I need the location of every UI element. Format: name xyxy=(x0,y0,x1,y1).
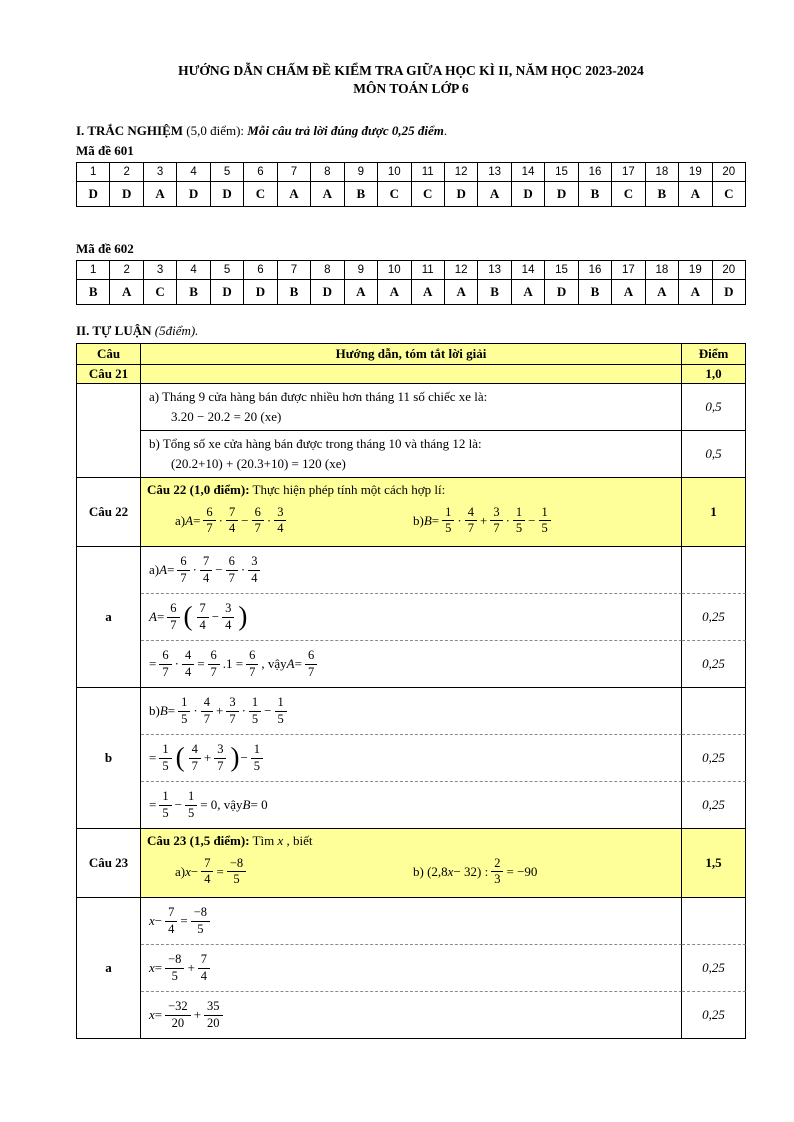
cau23-headline xyxy=(147,832,675,850)
cau22-label: Câu 22 xyxy=(77,478,141,547)
mc-cell: 2 xyxy=(110,261,143,280)
fraction: $\frac{35}{20}$ xyxy=(204,1000,223,1031)
cau22-b-step3 xyxy=(141,782,746,829)
section1-heading-end: . xyxy=(443,123,448,139)
big-parenthesis: ( xyxy=(183,601,193,632)
fraction: $\frac{1}{5}$ xyxy=(513,506,525,537)
mc-cell: D xyxy=(512,182,545,207)
mc-cell: C xyxy=(378,182,411,207)
mc-cell: B xyxy=(177,280,210,305)
fraction: $\frac{6}{7}$ xyxy=(203,506,215,537)
cau21-step-b-content xyxy=(141,431,682,478)
cau22-a-step3-points: 0,25 xyxy=(682,641,746,688)
cau21-label: Câu 21 xyxy=(77,365,141,384)
mc-cell: D xyxy=(545,280,578,305)
cau22-b-step1-formula: b) B = $\frac{1}{5}$ · $\frac{4}{7}$ + $\frac{3}{7}$ · $\frac{1}{5}$ − $\frac{1}{5}$ xyxy=(141,688,682,735)
mc-cell: 6 xyxy=(244,261,277,280)
cau23-label: Câu 23 xyxy=(77,829,141,898)
mc-cell: B xyxy=(478,280,511,305)
big-parenthesis: ( xyxy=(175,742,185,773)
cau21-step-b-text: b) Tổng số xe cửa hàng bán được trong tháng 10 và tháng 12 là: xyxy=(149,436,482,452)
cau21-step-b-formula: (20.2+10) + (20.3+10) = 120 (xe) xyxy=(171,455,346,471)
mc-cell: 9 xyxy=(345,261,378,280)
big-parenthesis: ) xyxy=(230,742,240,773)
mc-cell: A xyxy=(679,182,712,207)
mc-cell: 12 xyxy=(445,261,478,280)
mc-cell: B xyxy=(579,182,612,207)
row-cau21-body xyxy=(77,384,746,478)
cau22-a-step2 xyxy=(141,594,746,641)
fraction: $\frac{-8}{5}$ xyxy=(227,857,246,888)
section1-heading-italic: Mỗi câu trả lời đúng được 0,25 điểm xyxy=(247,123,444,139)
mc-cell: D xyxy=(77,182,110,207)
cau21-total-points: 1,0 xyxy=(682,365,746,384)
mc-cell: 4 xyxy=(177,163,210,182)
mc-cell: 20 xyxy=(713,261,746,280)
fraction: $\frac{1}{5}$ xyxy=(539,506,551,537)
mc-cell: 5 xyxy=(211,163,244,182)
cau23-part-a-label: a xyxy=(77,898,141,1039)
exam-code-602-label: Mã đề 602 xyxy=(76,241,134,257)
answer-table-602-answer-row xyxy=(77,280,746,305)
fraction: $\frac{1}{5}$ xyxy=(442,506,454,537)
essay-answer-table xyxy=(76,343,746,1039)
cau22-b-step3-points: 0,25 xyxy=(682,782,746,829)
row-cau23-title xyxy=(77,829,746,898)
mc-cell: 11 xyxy=(412,163,445,182)
cau23-a-step1-formula: x − $\frac{7}{4}$ = $\frac{-8}{5}$ xyxy=(141,898,682,945)
cau22-total-points: 1 xyxy=(682,478,746,547)
section2-heading-italic: (5điểm). xyxy=(151,323,199,339)
cau22-b-step3-formula: = $\frac{1}{5}$ − $\frac{1}{5}$ = 0, vậy B = 0 xyxy=(141,782,682,829)
mc-cell: A xyxy=(278,182,311,207)
fraction: $\frac{3}{7}$ xyxy=(490,506,502,537)
mc-cell: A xyxy=(412,280,445,305)
mc-cell: D xyxy=(110,182,143,207)
cau23-headline-rest: Tìm x , biết xyxy=(249,833,313,849)
cau21-step-a-content xyxy=(141,384,682,431)
fraction: $\frac{4}{7}$ xyxy=(189,743,201,774)
mc-cell: 20 xyxy=(713,163,746,182)
cau22-headline-bold: Câu 22 (1,0 điểm): xyxy=(147,482,250,498)
exam-code-601-label: Mã đề 601 xyxy=(76,143,134,159)
answer-table-602-question-row xyxy=(77,261,746,280)
mc-cell: D xyxy=(177,182,210,207)
cau22-title-mid xyxy=(141,478,682,547)
mc-cell: 15 xyxy=(545,163,578,182)
mc-cell: 14 xyxy=(512,261,545,280)
mc-cell: 4 xyxy=(177,261,210,280)
fraction: $\frac{-8}{5}$ xyxy=(165,953,184,984)
mc-cell: 7 xyxy=(278,163,311,182)
mc-cell: D xyxy=(713,280,746,305)
row-cau23-part-a xyxy=(77,898,746,1039)
mc-cell: C xyxy=(713,182,746,207)
document-title-line1: HƯỚNG DẪN CHẤM ĐỀ KIỂM TRA GIỮA HỌC KÌ II, NĂM HỌC 2023-2024 xyxy=(178,63,644,78)
cau21-step-a-text: a) Tháng 9 cửa hàng bán được nhiều hơn tháng 11 số chiếc xe là: xyxy=(149,389,488,405)
cau23-a-step2-points: 0,25 xyxy=(682,945,746,992)
mc-cell: B xyxy=(646,182,679,207)
cau21-step-a-points: 0,5 xyxy=(682,384,746,431)
cau23-formula-a: a) x − $\frac{7}{4}$ = $\frac{-8}{5}$ xyxy=(175,857,413,888)
cau22-formula-b: b) B = $\frac{1}{5}$ · $\frac{4}{7}$ + $\frac{3}{7}$ · $\frac{1}{5}$ − $\frac{1}{5}$ xyxy=(413,506,554,537)
cau22-headline-rest: Thực hiện phép tính một cách hợp lí: xyxy=(249,482,446,498)
cau21-step-b xyxy=(141,431,746,478)
mc-cell: 14 xyxy=(512,163,545,182)
header-cell-guide: Hướng dẫn, tóm tắt lời giải xyxy=(141,344,682,365)
fraction: $\frac{6}{7}$ xyxy=(252,506,264,537)
cau22-part-a-label: a xyxy=(77,547,141,688)
cau23-title-formulas xyxy=(147,857,675,888)
cau22-title-formulas xyxy=(147,506,675,537)
fraction: $\frac{6}{7}$ xyxy=(208,649,220,680)
mc-cell: C xyxy=(244,182,277,207)
mc-cell: C xyxy=(144,280,177,305)
fraction: $\frac{1}{5}$ xyxy=(249,696,261,727)
section2-heading xyxy=(76,323,746,339)
mc-cell: D xyxy=(445,182,478,207)
mc-cell: D xyxy=(545,182,578,207)
fraction: $\frac{6}{7}$ xyxy=(177,555,189,586)
section1-heading-normal: (5,0 điểm): xyxy=(183,123,248,139)
fraction: $\frac{6}{7}$ xyxy=(159,649,171,680)
mc-cell: B xyxy=(278,280,311,305)
cau23-a-step3-points: 0,25 xyxy=(682,992,746,1039)
mc-cell: 17 xyxy=(612,163,645,182)
fraction: $\frac{1}{5}$ xyxy=(251,743,263,774)
cau22-a-step3-formula: = $\frac{6}{7}$ · $\frac{4}{4}$ = $\frac{6}{7}$ .1 = $\frac{6}{7}$ , vậy A = $\frac{6}{7}$ xyxy=(141,641,682,688)
header-cell-cau: Câu xyxy=(77,344,141,365)
answer-table-602 xyxy=(76,260,746,305)
mc-cell: 3 xyxy=(144,163,177,182)
fraction: $\frac{6}{7}$ xyxy=(226,555,238,586)
mc-cell: A xyxy=(311,182,344,207)
mc-cell: 18 xyxy=(646,163,679,182)
cau23-a-step1-points xyxy=(682,898,746,945)
fraction: $\frac{3}{4}$ xyxy=(274,506,286,537)
fraction: $\frac{4}{4}$ xyxy=(182,649,194,680)
fraction: $\frac{6}{7}$ xyxy=(305,649,317,680)
fraction: $\frac{4}{7}$ xyxy=(465,506,477,537)
mc-cell: A xyxy=(512,280,545,305)
mc-cell: D xyxy=(211,280,244,305)
mc-cell: A xyxy=(144,182,177,207)
mc-cell: B xyxy=(579,280,612,305)
section1-heading-bold: I. TRẮC NGHIỆM xyxy=(76,123,184,139)
row-cau22-part-a xyxy=(77,547,746,688)
fraction: $\frac{1}{5}$ xyxy=(275,696,287,727)
cau23-total-points: 1,5 xyxy=(682,829,746,898)
cau22-b-step1-points xyxy=(682,688,746,735)
mc-cell: 18 xyxy=(646,261,679,280)
section1-heading xyxy=(76,123,746,139)
mc-cell: 19 xyxy=(679,163,712,182)
cau22-a-step1-points xyxy=(682,547,746,594)
cau21-step-a-formula: 3.20 − 20.2 = 20 (xe) xyxy=(171,408,282,424)
cau23-a-step3-formula: x = $\frac{-32}{20}$ + $\frac{35}{20}$ xyxy=(141,992,682,1039)
answer-table-601-answer-row xyxy=(77,182,746,207)
cau22-part-b-label: b xyxy=(77,688,141,829)
mc-cell: 8 xyxy=(311,163,344,182)
cau21-step-a xyxy=(141,384,746,431)
mc-cell: A xyxy=(612,280,645,305)
mc-cell: 9 xyxy=(345,163,378,182)
fraction: $\frac{6}{7}$ xyxy=(246,649,258,680)
fraction: $\frac{7}{4}$ xyxy=(200,555,212,586)
cau22-b-step2 xyxy=(141,735,746,782)
fraction: $\frac{1}{5}$ xyxy=(159,790,171,821)
mc-cell: A xyxy=(478,182,511,207)
mc-cell: A xyxy=(646,280,679,305)
mc-cell: 16 xyxy=(579,163,612,182)
mc-cell: 3 xyxy=(144,261,177,280)
fraction: $\frac{1}{5}$ xyxy=(159,743,171,774)
mc-cell: 1 xyxy=(77,163,110,182)
cau22-b-step2-formula: = $\frac{1}{5}$ ( $\frac{4}{7}$ + $\frac{3}{7}$ ) − $\frac{1}{5}$ xyxy=(141,735,682,782)
fraction: $\frac{4}{7}$ xyxy=(201,696,213,727)
cau22-b-step1 xyxy=(141,688,746,735)
cau21-step-b-points: 0,5 xyxy=(682,431,746,478)
mc-cell: C xyxy=(412,182,445,207)
mc-cell: A xyxy=(345,280,378,305)
big-parenthesis: ) xyxy=(238,601,248,632)
mc-cell: 11 xyxy=(412,261,445,280)
mc-cell: C xyxy=(612,182,645,207)
cau23-a-step2 xyxy=(141,945,746,992)
fraction: $\frac{-32}{20}$ xyxy=(165,1000,191,1031)
cau23-title-mid xyxy=(141,829,682,898)
mc-cell: 6 xyxy=(244,163,277,182)
fraction: $\frac{1}{5}$ xyxy=(185,790,197,821)
fraction: $\frac{3}{4}$ xyxy=(248,555,260,586)
fraction: $\frac{2}{3}$ xyxy=(491,857,503,888)
cau22-a-step1 xyxy=(141,547,746,594)
fraction: $\frac{6}{7}$ xyxy=(167,602,179,633)
cau23-headline-bold: Câu 23 (1,5 điểm): xyxy=(147,833,250,849)
fraction: $\frac{3}{7}$ xyxy=(226,696,238,727)
mc-cell: 19 xyxy=(679,261,712,280)
mc-cell: 10 xyxy=(378,163,411,182)
fraction: $\frac{7}{4}$ xyxy=(197,602,209,633)
mc-cell: D xyxy=(244,280,277,305)
cau21-side-cell xyxy=(77,384,141,478)
mc-cell: A xyxy=(378,280,411,305)
mc-cell: 7 xyxy=(278,261,311,280)
cau22-b-step2-points: 0,25 xyxy=(682,735,746,782)
answer-table-601-question-row xyxy=(77,163,746,182)
cau23-a-step1 xyxy=(141,898,746,945)
header-cell-diem: Điểm xyxy=(682,344,746,365)
cau23-formula-b: b) (2,8 x − 32) : $\frac{2}{3}$ = −90 xyxy=(413,855,538,887)
mc-cell: 10 xyxy=(378,261,411,280)
fraction: $\frac{3}{7}$ xyxy=(214,743,226,774)
fraction: $\frac{1}{5}$ xyxy=(178,696,190,727)
mc-cell: 8 xyxy=(311,261,344,280)
fraction: $\frac{3}{4}$ xyxy=(222,602,234,633)
mc-cell: B xyxy=(77,280,110,305)
mc-cell: D xyxy=(211,182,244,207)
cau22-formula-a: a) A = $\frac{6}{7}$ · $\frac{7}{4}$ − $\frac{6}{7}$ · $\frac{3}{4}$ xyxy=(175,506,413,537)
mc-cell: 17 xyxy=(612,261,645,280)
mc-cell: 13 xyxy=(478,163,511,182)
mc-cell: 13 xyxy=(478,261,511,280)
section2-heading-bold: II. TỰ LUẬN xyxy=(76,323,152,339)
cau22-headline xyxy=(147,481,675,499)
mc-cell: 5 xyxy=(211,261,244,280)
fraction: $\frac{7}{4}$ xyxy=(226,506,238,537)
cau23-a-step3 xyxy=(141,992,746,1039)
mc-cell: A xyxy=(445,280,478,305)
fraction: $\frac{-8}{5}$ xyxy=(191,906,210,937)
mc-cell: B xyxy=(345,182,378,207)
mc-cell: A xyxy=(110,280,143,305)
fraction: $\frac{7}{4}$ xyxy=(198,953,210,984)
fraction: $\frac{7}{4}$ xyxy=(201,857,213,888)
cau22-a-step2-points: 0,25 xyxy=(682,594,746,641)
row-cau22-part-b xyxy=(77,688,746,829)
mc-cell: 1 xyxy=(77,261,110,280)
fraction: $\frac{7}{4}$ xyxy=(165,906,177,937)
answer-table-601 xyxy=(76,162,746,207)
mc-cell: 16 xyxy=(579,261,612,280)
document-content xyxy=(76,62,746,1039)
row-cau21-title xyxy=(77,365,746,384)
cau22-a-step2-formula: A = $\frac{6}{7}$ ( $\frac{7}{4}$ − $\frac{3}{4}$ ) xyxy=(141,594,682,641)
document-title-line2: MÔN TOÁN LỚP 6 xyxy=(353,80,469,96)
mc-cell: A xyxy=(679,280,712,305)
cau22-a-step3 xyxy=(141,641,746,688)
essay-table-header-row xyxy=(77,344,746,365)
row-cau22-title xyxy=(77,478,746,547)
cau23-a-step2-formula: x = $\frac{-8}{5}$ + $\frac{7}{4}$ xyxy=(141,945,682,992)
cau21-title-mid xyxy=(141,365,682,384)
mc-cell: D xyxy=(311,280,344,305)
mc-cell: 15 xyxy=(545,261,578,280)
mc-cell: 12 xyxy=(445,163,478,182)
cau22-a-step1-formula: a) A = $\frac{6}{7}$ · $\frac{7}{4}$ − $\frac{6}{7}$ · $\frac{3}{4}$ xyxy=(141,547,682,594)
mc-cell: 2 xyxy=(110,163,143,182)
